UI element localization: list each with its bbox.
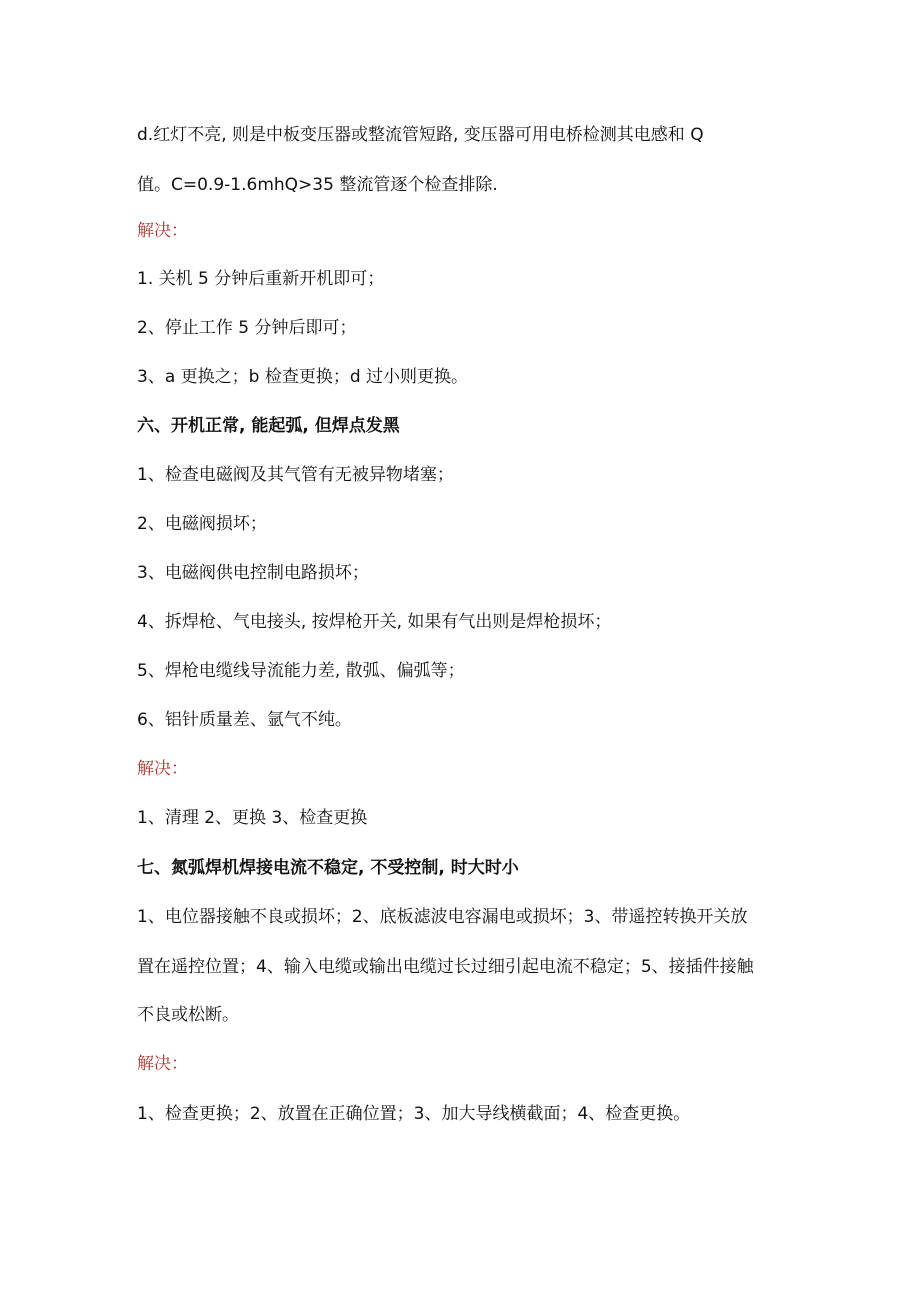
paragraph-line: 3、电磁阀供电控制电路损坏； bbox=[137, 563, 369, 583]
paragraph-line: 2、电磁阀损坏； bbox=[137, 514, 267, 534]
section-heading: 六、开机正常, 能起弧, 但焊点发黑 bbox=[137, 416, 400, 436]
paragraph-line: 1、检查电磁阀及其气管有无被异物堵塞； bbox=[137, 465, 454, 485]
solution-label: 解决： bbox=[137, 1054, 188, 1074]
solution-label: 解决： bbox=[137, 759, 188, 779]
paragraph-line: 1、清理 2、更换 3、检查更换 bbox=[137, 808, 368, 828]
paragraph-line: 不良或松断。 bbox=[137, 1005, 239, 1025]
section-heading: 七、氮弧焊机焊接电流不稳定, 不受控制, 时大时小 bbox=[137, 858, 519, 878]
paragraph-line: 3、a 更换之；b 检查更换；d 过小则更换。 bbox=[137, 367, 469, 387]
solution-label: 解决： bbox=[137, 221, 188, 241]
paragraph-line: 值。C=0.9-1.6mhQ>35 整流管逐个检查排除. bbox=[137, 175, 498, 195]
paragraph-line: 置在遥控位置；4、输入电缆或输出电缆过长过细引起电流不稳定；5、接插件接触 bbox=[137, 957, 754, 977]
paragraph-line: 5、焊枪电缆线导流能力差, 散弧、偏弧等； bbox=[137, 661, 465, 681]
paragraph-line: 1、检查更换；2、放置在正确位置；3、加大导线横截面；4、检查更换。 bbox=[137, 1104, 691, 1124]
paragraph-line: 1、电位器接触不良或损坏；2、底板滤波电容漏电或损坏；3、带遥控转换开关放 bbox=[137, 907, 748, 927]
paragraph-line: 6、铝针质量差、氩气不纯。 bbox=[137, 710, 352, 730]
paragraph-line: d.红灯不亮, 则是中板变压器或整流管短路, 变压器可用电桥检测其电感和 Q bbox=[137, 125, 704, 145]
paragraph-line: 1. 关机 5 分钟后重新开机即可； bbox=[137, 269, 385, 289]
paragraph-line: 4、拆焊枪、气电接头, 按焊枪开关, 如果有气出则是焊枪损坏； bbox=[137, 612, 612, 632]
paragraph-line: 2、停止工作 5 分钟后即可； bbox=[137, 318, 357, 338]
